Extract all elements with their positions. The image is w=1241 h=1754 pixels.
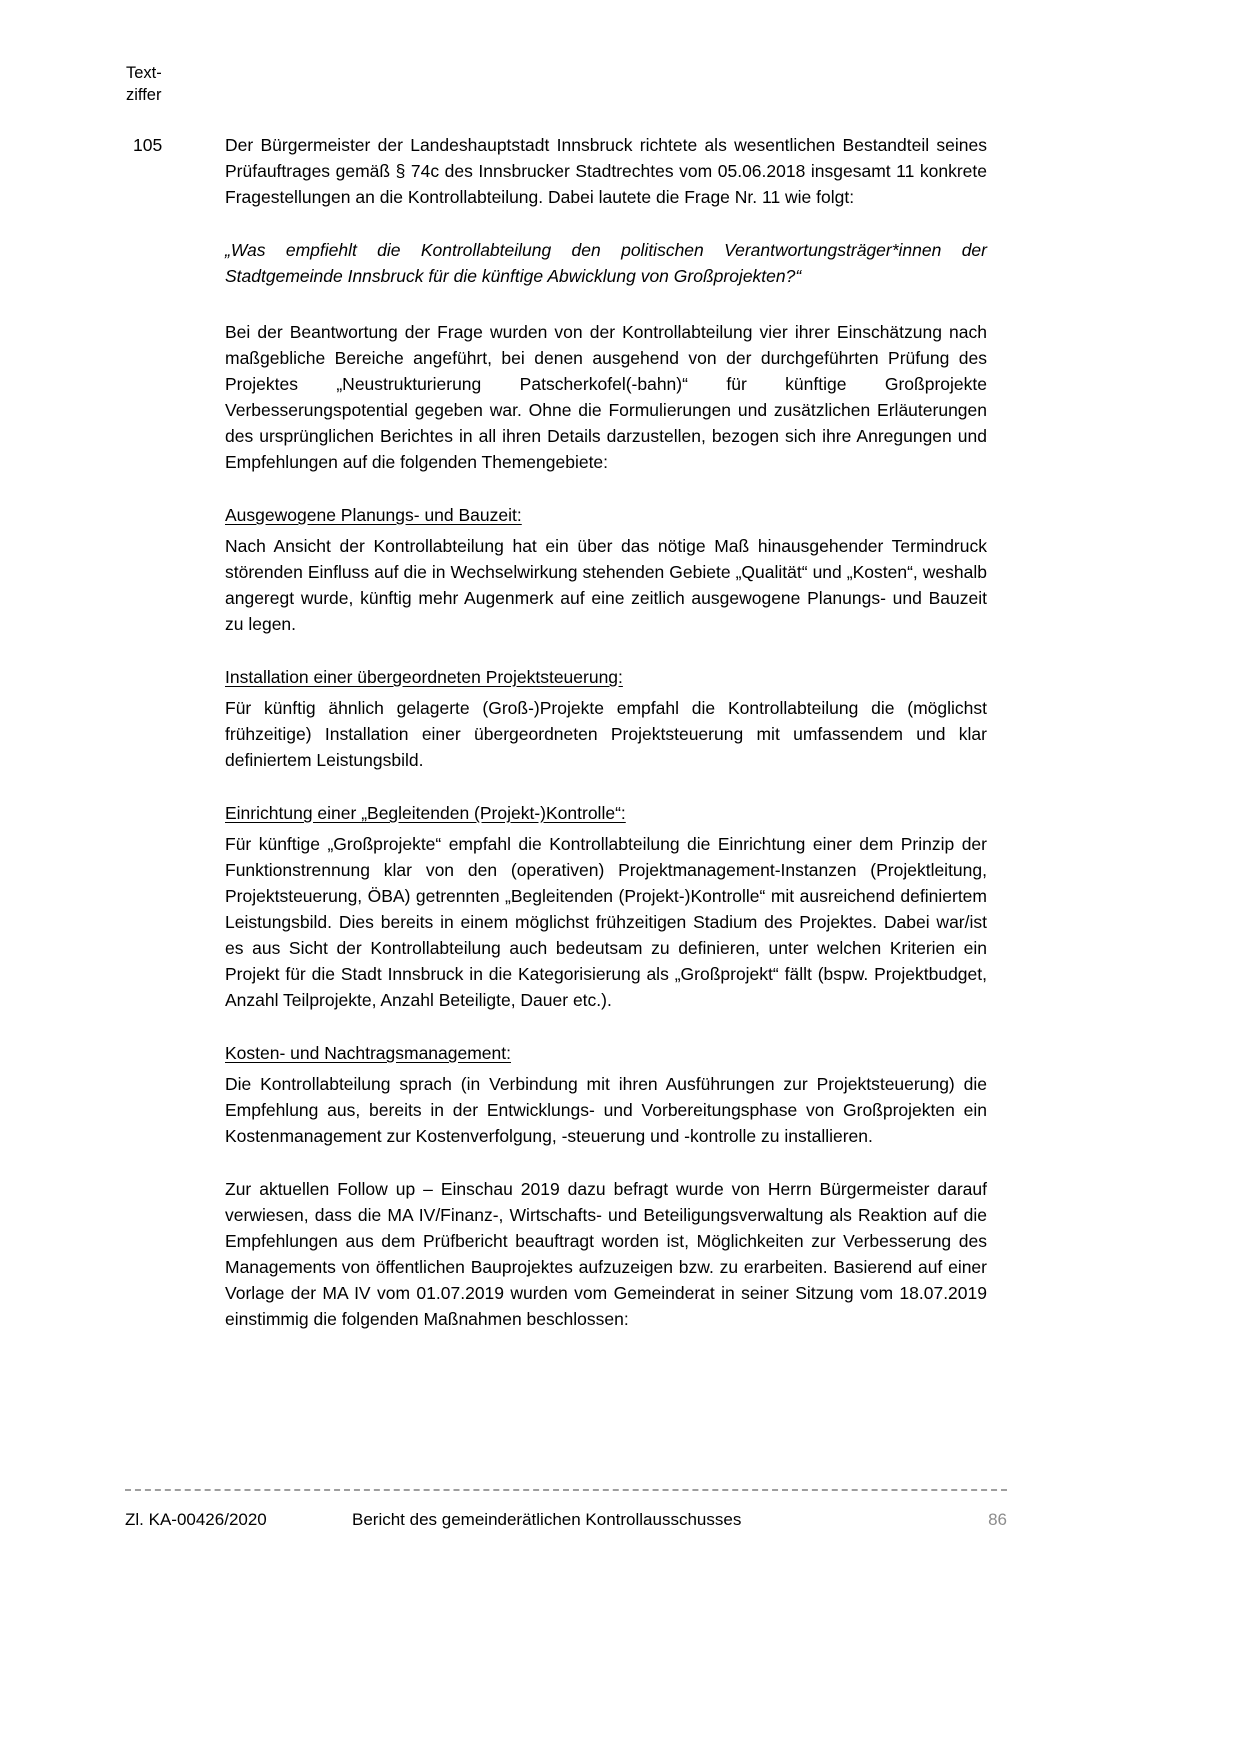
footer-divider: [125, 1489, 1007, 1491]
footer-title: Bericht des gemeinderätlichen Kontrollausschusses: [352, 1510, 742, 1529]
section-heading-projektsteuerung: Installation einer übergeordneten Projektsteuerung:: [225, 667, 623, 687]
textziffer-label: [126, 62, 162, 106]
section-heading-projekt-kontrolle: Einrichtung einer „Begleitenden (Projekt-)Kontrolle“:: [225, 803, 626, 823]
document-body: [225, 132, 987, 1359]
question-quote: „Was empfiehlt die Kontrollabteilung den politischen Verantwortungsträger*innen der Stadtgemeinde Innsbruck für die künftige Abwicklung von Großprojekten?“: [225, 240, 987, 286]
section-heading-planungs-bauzeit: Ausgewogene Planungs- und Bauzeit:: [225, 505, 522, 525]
paragraph-answer-intro: Bei der Beantwortung der Frage wurden von der Kontrollabteilung vier ihrer Einschätzung nach maßgebliche Bereiche angeführt, bei denen ausgehend von der durchgeführten Prüfung des Projektes „Neustrukturierung Patscherkofel(-bahn)“ für künftige Großprojekte Verbesserungspotential gegeben war. Ohne die Formulierungen und zusätzlichen Erläuterungen des ursprünglichen Berichtes in all ihren Details darzustellen, bezogen sich ihre Anregungen und Empfehlungen auf die folgenden Themengebiete:: [225, 322, 987, 472]
paragraph-number: 105: [133, 135, 163, 155]
paragraph-projekt-kontrolle: Für künftige „Großprojekte“ empfahl die Kontrollabteilung die Einrichtung einer dem Prinzip der Funktionstrennung klar von den (operativen) Projektmanagement-Instanzen (Projektleitung, Projektsteuerung, ÖBA) getrennten „Begleitenden (Projekt-)Kontrolle“ mit ausreichend definiertem Leistungsbild. Dies bereits in einem möglichst frühzeitigen Stadium des Projektes. Dabei war/ist es aus Sicht der Kontrollabteilung auch bedeutsam zu definieren, unter welchen Kriterien ein Projekt für die Stadt Innsbruck in die Kategorisierung als „Großprojekt“ fällt (bspw. Projektbudget, Anzahl Teilprojekte, Anzahl Beteiligte, Dauer etc.).: [225, 834, 987, 1010]
paragraph-follow-up: Zur aktuellen Follow up – Einschau 2019 dazu befragt wurde von Herrn Bürgermeister darauf verwiesen, dass die MA IV/Finanz-, Wirtschafts- und Beteiligungsverwaltung als Reaktion auf die Empfehlungen aus dem Prüfbericht beauftragt worden ist, Möglichkeiten zur Verbesserung des Managements von öffentlichen Bauprojektes aufzuzeigen bzw. zu erarbeiten. Basierend auf einer Vorlage der MA IV vom 01.07.2019 wurden vom Gemeinderat in seiner Sitzung vom 18.07.2019 einstimmig die folgenden Maßnahmen beschlossen:: [225, 1179, 987, 1329]
paragraph-intro: Der Bürgermeister der Landeshauptstadt Innsbruck richtete als wesentlichen Bestandteil seines Prüfauftrages gemäß § 74c des Innsbrucker Stadtrechtes vom 05.06.2018 insgesamt 11 konkrete Fragestellungen an die Kontrollabteilung. Dabei lautete die Frage Nr. 11 wie folgt:: [225, 135, 987, 207]
paragraph-projektsteuerung: Für künftig ähnlich gelagerte (Groß-)Projekte empfahl die Kontrollabteilung die (möglichst frühzeitige) Installation einer übergeordneten Projektsteuerung mit umfassendem und klar definiertem Leistungsbild.: [225, 698, 987, 770]
footer-reference: Zl. KA-00426/2020: [125, 1510, 267, 1529]
paragraph-planungs-bauzeit: Nach Ansicht der Kontrollabteilung hat ein über das nötige Maß hinausgehender Termindruck störenden Einfluss auf die in Wechselwirkung stehenden Gebiete „Qualität“ und „Kosten“, weshalb angeregt wurde, künftig mehr Augenmerk auf eine zeitlich ausgewogene Planungs- und Bauzeit zu legen.: [225, 536, 987, 634]
paragraph-kosten-nachtragsmanagement: Die Kontrollabteilung sprach (in Verbindung mit ihren Ausführungen zur Projektsteuerung) die Empfehlung aus, bereits in der Entwicklungs- und Vorbereitungsphase von Großprojekten ein Kostenmanagement zur Kostenverfolgung, -steuerung und -kontrolle zu installieren.: [225, 1074, 987, 1146]
section-heading-kosten-nachtragsmanagement: Kosten- und Nachtragsmanagement:: [225, 1043, 511, 1063]
footer: [125, 1508, 1007, 1532]
footer-page-number: 86: [988, 1510, 1007, 1529]
textziffer-label-line2: ziffer: [126, 86, 162, 104]
textziffer-label-line1: Text-: [126, 64, 162, 82]
